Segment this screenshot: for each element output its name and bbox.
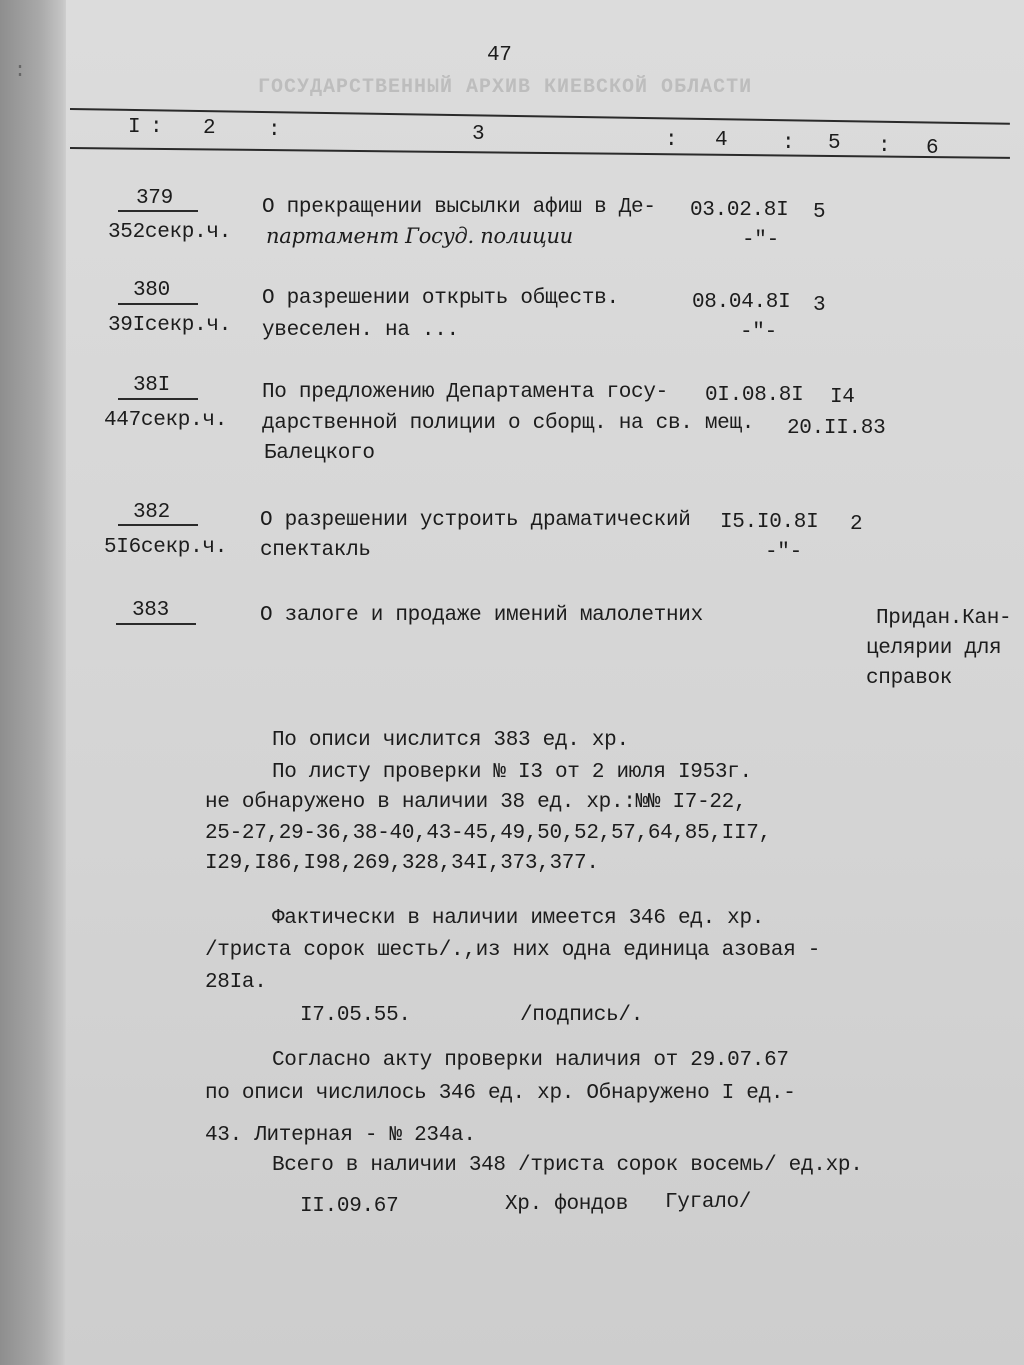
entry-number-underline (116, 623, 196, 625)
certification-line: Согласно акту проверки наличия от 29.07.67 (272, 1049, 789, 1072)
entry-title: дарственной полиции о сборщ. на св. мещ. (262, 412, 755, 435)
entry-number: 379 (136, 187, 173, 210)
entry-title: О разрешении устроить драматический (260, 509, 691, 532)
column-separator: : (268, 119, 281, 142)
entry-title: О прекращении высылки афиш в Де- (262, 196, 656, 219)
entry-number-underline (118, 303, 198, 305)
certification-date: I7.05.55. (300, 1004, 411, 1027)
certification-line: Всего в наличии 348 /триста сорок восемь/ ед.хр. (272, 1154, 863, 1177)
entry-date: 03.02.8I (690, 199, 789, 222)
keeper-signature: Гугало/ (665, 1191, 752, 1214)
column-separator: : (665, 129, 678, 152)
entry-date-ditto: -"- (740, 321, 777, 344)
certification-line: 43. Литерная - № 234а. (205, 1124, 476, 1147)
entry-title: спектакль (260, 539, 371, 562)
entry-title: Балецкого (264, 442, 375, 465)
certification-line: Фактически в наличии имеется 346 ед. хр. (272, 907, 765, 930)
entry-date-ditto: -"- (742, 229, 779, 252)
certification-line: По листу проверки № I3 от 2 июля I953г. (272, 761, 752, 784)
entry-number: 382 (133, 501, 170, 524)
entry-number: 380 (133, 279, 170, 302)
column-header: 4 (715, 129, 728, 152)
column-header: 2 (203, 117, 216, 140)
column-separator: : (878, 135, 891, 158)
signature-placeholder: /подпись/. (520, 1004, 644, 1027)
left-page-edge-mark: : (14, 60, 27, 83)
certification-line: не обнаружено в наличии 38 ед. хр.:№№ I7-22, (205, 791, 747, 814)
entry-old-number: 39Iсекр.ч. (108, 314, 232, 337)
page-number: 47 (487, 44, 512, 67)
entry-title: О залоге и продаже имений малолетних (260, 604, 703, 627)
entry-old-number: 5I6секр.ч. (104, 536, 228, 559)
entry-title: По предложению Департамента госу- (262, 381, 668, 404)
entry-note: Придан.Кан- (876, 607, 1012, 630)
column-header: 3 (472, 123, 485, 146)
entry-title-handwritten: партамент Госуд. полиции (266, 224, 573, 248)
certification-line: 25-27,29-36,38-40,43-45,49,50,52,57,64,85,II7, (205, 822, 771, 845)
entry-number: 383 (132, 599, 169, 622)
entry-note: целярии для (866, 637, 1002, 660)
column-header: I (128, 116, 141, 139)
entry-old-number: 352секр.ч. (108, 221, 232, 244)
entry-number-underline (118, 398, 198, 400)
entry-sheets: I4 (830, 386, 855, 409)
entry-date: I5.I0.8I (720, 511, 819, 534)
entry-sheets: 3 (813, 294, 826, 317)
certification-line: I29,I86,I98,269,328,34I,373,377. (205, 852, 599, 875)
entry-note: справок (866, 667, 953, 690)
bleed-through-header: ГОСУДАРСТВЕННЫЙ АРХИВ КИЕВСКОЙ ОБЛАСТИ (258, 76, 753, 99)
entry-date-ditto: -"- (765, 541, 802, 564)
column-separator: : (782, 132, 795, 155)
entry-date: 08.04.8I (692, 291, 791, 314)
entry-sheets: 2 (850, 513, 863, 536)
entry-date-end: 20.II.83 (787, 417, 886, 440)
certification-line: по описи числилось 346 ед. хр. Обнаружено I ед.- (205, 1082, 796, 1105)
entry-sheets: 5 (813, 201, 826, 224)
column-separator: : (150, 116, 163, 139)
entry-number: 38I (133, 374, 170, 397)
certification-line: 28Iа. (205, 971, 267, 994)
entry-old-number: 447секр.ч. (104, 409, 228, 432)
column-header: 6 (926, 137, 939, 160)
entry-title: О разрешении открыть обществ. (262, 287, 619, 310)
entry-title: увеселен. на ... (262, 319, 459, 342)
entry-number-underline (118, 210, 198, 212)
certification-line: /триста сорок шесть/.,из них одна единица азовая - (205, 939, 821, 962)
column-header: 5 (828, 132, 841, 155)
keeper-title: Хр. фондов (505, 1193, 629, 1216)
certification-line: По описи числится 383 ед. хр. (272, 729, 629, 752)
entry-date: 0I.08.8I (705, 384, 804, 407)
certification-date: II.09.67 (300, 1195, 399, 1218)
entry-number-underline (118, 524, 198, 526)
